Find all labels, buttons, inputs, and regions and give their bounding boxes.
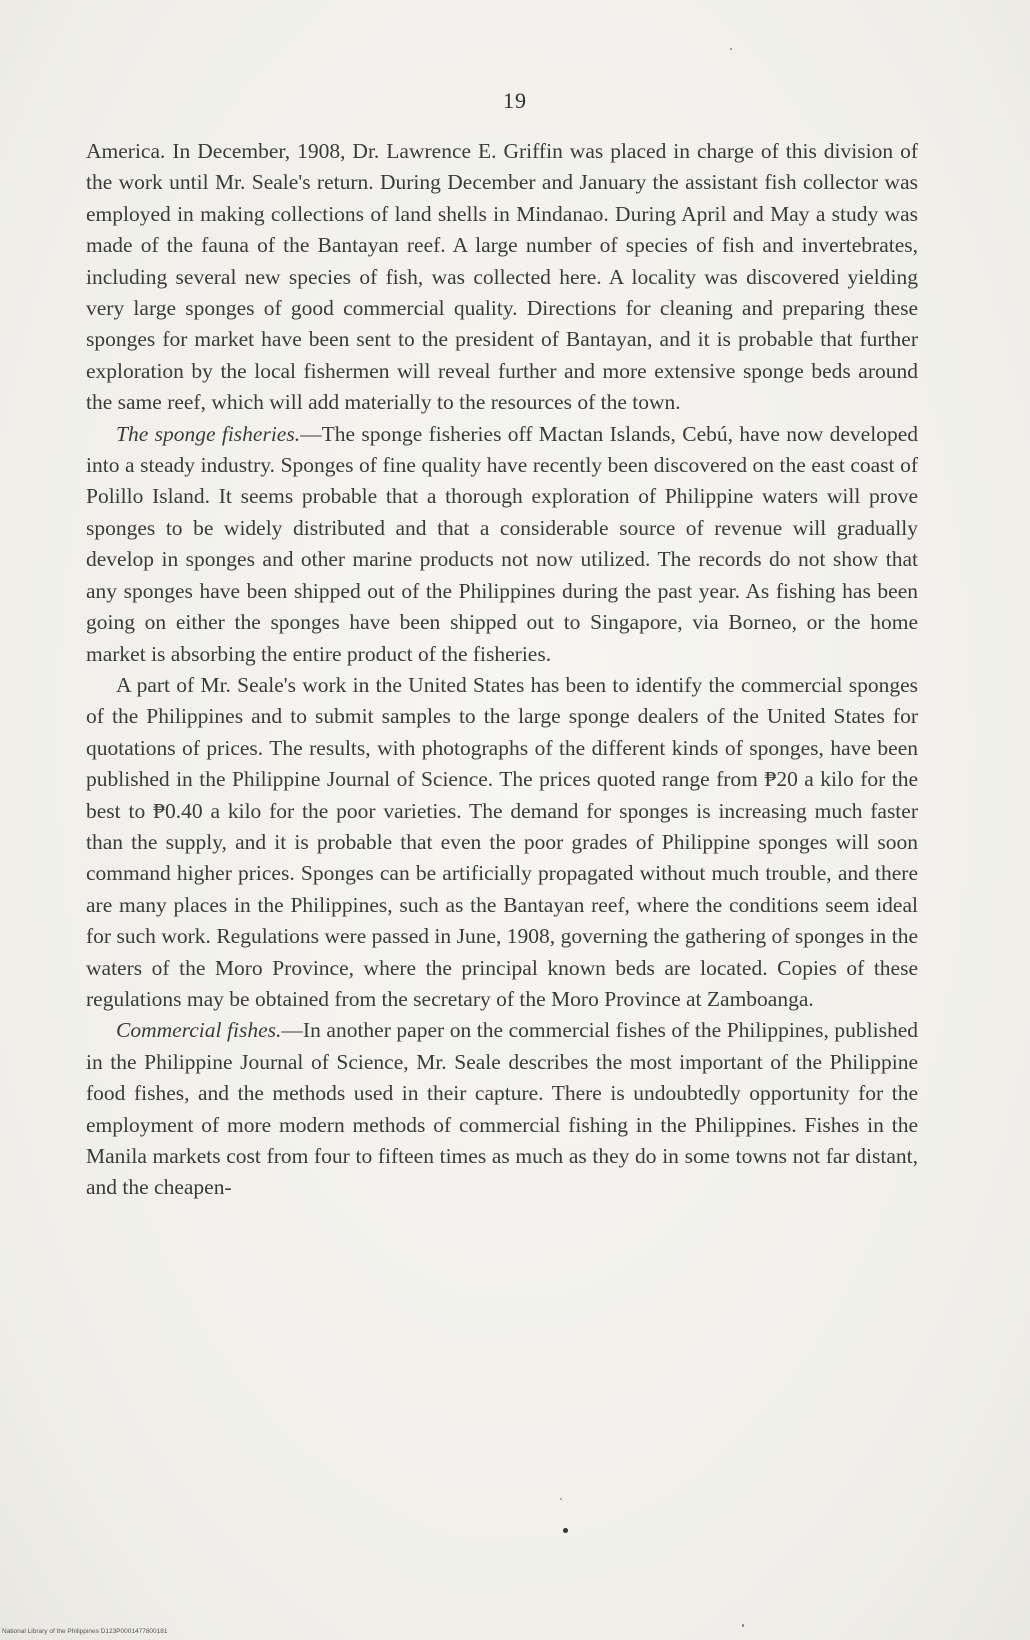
library-credit: National Library of the Philippines D123P0001477800181 [2, 1628, 168, 1635]
paragraph-commercial-fishes [86, 1015, 918, 1203]
paragraph-text: America. In December, 1908, Dr. Lawrence E. Griffin was placed in charge of this division of the work until Mr. Seale's return. During December and January the assistant fish collector was employed in making collections of land shells in Mindanao. During April and May a study was made of the fauna of the Bantayan reef. A large number of species of fish and invertebrates, including several new species of fish, was collected here. A locality was discovered yielding very large sponges of good commercial quality. Directions for cleaning and preparing these sponges for market have been sent to the president of Bantayan, and it is probable that further exploration by the local fishermen will reveal further and more extensive sponge beds around the same reef, which will add materially to the resources of the town. [86, 139, 918, 415]
ink-speck [560, 1498, 562, 1500]
paragraph-text: A part of Mr. Seale's work in the United States has been to identify the commercial sponges of the Philippines and to submit samples to the large sponge dealers of the United States for quotations of prices. The results, with photographs of the different kinds of sponges, have been published in the Philippine Journal of Science. The prices quoted range from ₱20 a kilo for the best to ₱0.40 a kilo for the poor varieties. The demand for sponges is increasing much faster than the supply, and it is probable that even the poor grades of Philippine sponges will soon command higher prices. Sponges can be artificially propagated without much trouble, and there are many places in the Philippines, such as the Bantayan reef, where the conditions seem ideal for such work. Regulations were passed in June, 1908, governing the gathering of sponges in the waters of the Moro Province, where the principal known beds are located. Copies of these regulations may be obtained from the secretary of the Moro Province at Zamboanga. [86, 672, 918, 1011]
ink-speck [742, 1624, 744, 1627]
ink-speck [563, 1528, 568, 1533]
body-text [86, 136, 918, 1204]
section-heading-sponge-fisheries: The sponge fisheries. [116, 421, 301, 446]
page-number: 19 [503, 88, 527, 113]
paragraph-text: —The sponge fisheries off Mactan Islands, Cebú, have now developed into a steady industry. Sponges of fine quality have recently been discovered on the east coast of Polillo Island. It seems probable that a thorough exploration of Philippine waters will prove sponges to be widely distributed and that a considerable source of revenue will gradually develop in sponges and other marine products not now utilized. The records do not show that any sponges have been shipped out of the Philippines during the past year. As fishing has been going on either the sponges have been shipped out to Singapore, via Borneo, or the home market is absorbing the entire product of the fisheries. [86, 421, 918, 666]
ink-speck [730, 48, 732, 50]
paragraph-sponge-prices [86, 670, 918, 1015]
paragraph-griffin-bantayan [86, 136, 918, 419]
paragraph-sponge-fisheries [86, 419, 918, 670]
section-heading-commercial-fishes: Commercial fishes. [116, 1018, 282, 1043]
paragraph-text: —In another paper on the commercial fishes of the Philippines, published in the Philippine Journal of Science, Mr. Seale describes the most important of the Philippine food fishes, and the methods used in their capture. There is undoubtedly opportunity for the employment of more modern methods of commercial fishing in the Philippines. Fishes in the Manila markets cost from four to fifteen times as much as they do in some towns not far distant, and the cheapen- [86, 1018, 919, 1200]
